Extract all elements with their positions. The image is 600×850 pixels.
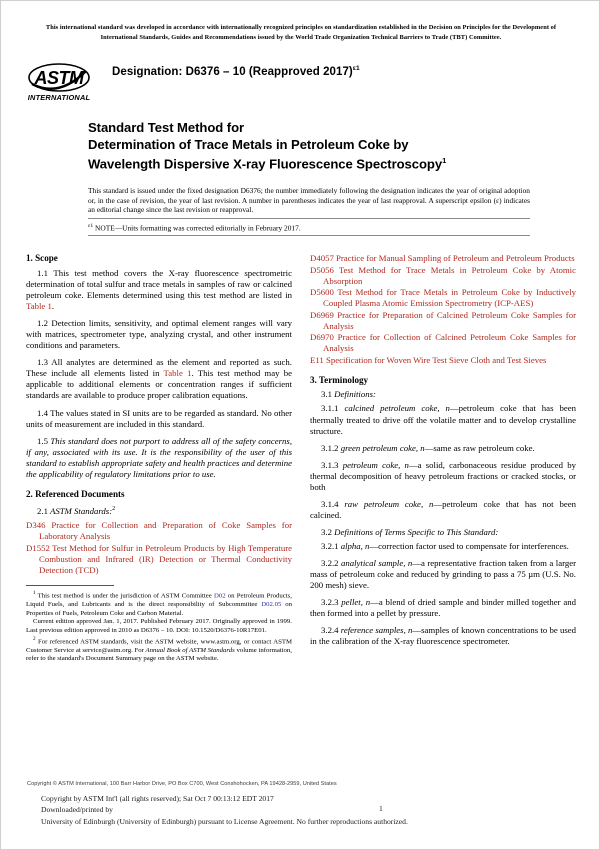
definition-entry <box>310 499 576 521</box>
left-column <box>26 253 292 663</box>
definition-number: 3.1.1 <box>321 403 345 414</box>
definitions-number: 3.1 <box>321 389 332 400</box>
inline-link[interactable]: D02 <box>213 592 226 600</box>
footnote-marker: 2 <box>33 635 36 642</box>
paragraph-number: 1.2 <box>37 318 52 329</box>
scope-paragraph <box>26 408 292 430</box>
definitions-list <box>310 403 576 520</box>
referenced-standard-id[interactable]: D5600 <box>310 287 334 298</box>
tbt-notice: This international standard was developed in accordance with internationally recognized principles on standardization established in the Decision on Principles for the Development of International Standards, Guides and Recommendations issued by the World Trade Organization Technical Barriers to Trade (TBT) Committee. <box>45 24 557 41</box>
download-stamp <box>41 793 575 827</box>
definition-entry <box>310 460 576 493</box>
right-column <box>310 253 576 653</box>
inline-text: . <box>51 301 55 312</box>
definition-entry <box>310 625 576 647</box>
paragraph-number: 1.3 <box>37 357 52 368</box>
inline-text: volume information, refer to the standard's Document Summary page on the ASTM website. <box>26 646 292 663</box>
definition-term: analytical sample, n <box>340 557 413 568</box>
svg-text:INTERNATIONAL: INTERNATIONAL <box>27 93 91 102</box>
inline-text: For referenced ASTM standards, visit the ASTM website, www.astm.org, or contact ASTM Customer Service at service@astm.org. For <box>26 638 293 654</box>
referenced-standard-id[interactable]: D6969 <box>310 309 334 320</box>
referenced-standard-id[interactable]: D4057 <box>310 253 334 264</box>
definition-term: raw petroleum coke, n <box>344 498 434 509</box>
title-superscript: 1 <box>442 156 447 166</box>
footnote-marker: 1 <box>33 590 36 597</box>
definition-number: 3.1.3 <box>321 459 343 470</box>
section-heading-terminology: 3. Terminology <box>310 374 369 385</box>
body-columns <box>26 253 576 663</box>
referenced-standard-item[interactable] <box>310 355 576 366</box>
definition-term: calcined petroleum coke, n <box>344 403 450 414</box>
inline-link[interactable]: D02.05 <box>261 601 282 609</box>
definition-entry <box>310 541 576 552</box>
epsilon-note-marker: ε1 <box>88 223 94 230</box>
referenced-standard-item[interactable] <box>310 310 576 332</box>
designation-text <box>112 65 360 78</box>
inline-text: This test method is under the jurisdiction of ASTM Committee <box>37 592 214 600</box>
definition-entry <box>310 558 576 591</box>
scope-paragraphs <box>26 268 292 480</box>
definition-body: —petroleum coke that has not been calcined. <box>310 498 577 520</box>
section-heading-scope: 1. Scope <box>26 253 58 264</box>
scope-paragraph <box>26 436 292 480</box>
stamp-line-3: University of Edinburgh (University of Edinburgh) pursuant to License Agreement. No further reproductions authorized. <box>41 816 408 826</box>
referenced-standard-item[interactable] <box>26 543 292 576</box>
scope-paragraph <box>26 268 292 312</box>
title-block <box>88 120 576 173</box>
copyright-line: Copyright © ASTM International, 100 Barr Harbor Drive, PO Box C700, West Conshohocken, PA 19428-2959, United States <box>27 781 337 787</box>
definition-entry <box>310 597 576 619</box>
issue-note: This standard is issued under the fixed designation D6376; the number immediately following the designation indicates the year of original adoption or, in the case of revision, the year of last revision. A number in parentheses indicates the year of last reapproval. A superscript epsilon (ε) indicates an editorial change since the last revision or reapproval. <box>88 186 530 215</box>
designation-value: D6376 – 10 (Reapproved 2017) <box>185 65 353 78</box>
definition-body: —a blend of dried sample and binder milled together and then formed into a pellet by pressure. <box>310 597 576 619</box>
referenced-standard-title[interactable]: Test Method for Trace Metals in Petroleum Coke by Inductively Coupled Plasma Atomic Emission Spectrometry (ICP-AES) <box>323 287 576 309</box>
definition-number: 3.2.2 <box>321 557 341 568</box>
paragraph-number: 1.1 <box>37 267 54 278</box>
definition-term: alpha, n <box>340 540 370 551</box>
inline-link[interactable]: Table 1 <box>26 301 52 312</box>
definition-body: —a solid, carbonaceous residue produced by thermal decomposition of heavy petroleum fractions or cracked stocks, or both <box>310 459 577 492</box>
definition-term: reference samples, n <box>340 625 413 636</box>
inline-text: on Properties of Fuels, Petroleum Coke and Carbon Material. <box>26 601 292 617</box>
designation-row <box>26 60 576 106</box>
definition-number: 3.1.2 <box>321 442 341 453</box>
referenced-standard-title[interactable]: Test Method for Sulfur in Petroleum Products by High Temperature Combustion and Infrared (IR) Detection or Thermal Conductivity Detection (TCD) <box>39 542 292 575</box>
definition-entry <box>310 403 576 436</box>
section-heading-referenced-documents: 2. Referenced Documents <box>26 488 125 499</box>
astm-standards-number: 2.1 <box>37 506 48 517</box>
inline-text: on Petroleum Products, Liquid Fuels, and Lubricants and is the direct responsibility of Subcommittee <box>26 592 292 609</box>
referenced-standard-title[interactable]: Specification for Woven Wire Test Sieve Cloth and Test Sieves <box>323 354 547 365</box>
definitions-label: Definitions: <box>334 389 376 400</box>
epsilon-note-text: NOTE—Units formatting was corrected editorially in February 2017. <box>95 223 301 233</box>
referenced-standard-id[interactable]: E11 <box>310 354 324 365</box>
inline-text: All analytes are determined as the element and reported as such. These include all elements listed in <box>26 357 292 379</box>
scope-paragraph <box>26 318 292 351</box>
specific-definitions-label: Definitions of Terms Specific to This Standard: <box>334 526 499 537</box>
svg-text:ASTM: ASTM <box>34 68 84 88</box>
astm-logo-icon <box>26 62 92 104</box>
astm-standards-label: ASTM Standards: <box>49 506 113 517</box>
designation-superscript: ε1 <box>352 65 360 72</box>
inline-text: The values stated in SI units are to be regarded as standard. No other units of measurement are included in this standard. <box>26 407 292 429</box>
title-line-2: Determination of Trace Metals in Petroleum Coke by <box>88 136 409 152</box>
referenced-standards-list-right <box>310 253 576 365</box>
definition-body: —petroleum coke that has been thermally treated to drive off the volatile matter and to develop crystalline structure. <box>310 403 576 436</box>
referenced-standard-title[interactable]: Practice for Collection of Calcined Petroleum Coke Samples for Analysis <box>323 332 576 354</box>
astm-standards-footnote-marker: 2 <box>112 505 116 513</box>
inline-text: . This test method may be applicable to additional elements or concentration ranges if sufficient standards are available to produce proper calibration equations. <box>26 368 292 401</box>
referenced-standard-title[interactable]: Practice for Collection and Preparation of Coke Samples for Laboratory Analysis <box>39 520 292 542</box>
epsilon-note <box>88 219 530 234</box>
specific-definitions-list <box>310 541 576 647</box>
epsilon-note-rule <box>88 235 530 236</box>
referenced-standard-title[interactable]: Practice for Manual Sampling of Petroleum and Petroleum Products <box>333 253 575 264</box>
page-footer <box>27 780 575 827</box>
definition-number: 3.2.4 <box>321 625 341 636</box>
title-line-1: Standard Test Method for <box>88 120 245 135</box>
inline-italic: This standard does not purport to address all of the safety concerns, if any, associated with its use. It is the responsibility of the user of this standard to establish appropriate safety and health practices and determine the applicability of regulatory limitations prior to use. <box>26 435 293 479</box>
paragraph-number: 1.4 <box>37 407 51 418</box>
page-title <box>88 120 576 173</box>
referenced-standard-id[interactable]: D6970 <box>310 332 334 343</box>
definition-body: —correction factor used to compensate for interferences. <box>369 540 569 551</box>
definition-number: 3.1.4 <box>321 498 345 509</box>
referenced-standard-id[interactable]: D5056 <box>310 264 334 275</box>
referenced-standard-item[interactable] <box>310 287 576 309</box>
title-line-3 <box>88 153 576 173</box>
referenced-standards-list-left <box>26 520 292 576</box>
definition-term: petroleum coke, n <box>342 459 409 470</box>
page-content <box>26 23 576 664</box>
referenced-standard-item[interactable] <box>26 520 292 542</box>
inline-italic: Annual Book of ASTM Standards <box>145 646 235 654</box>
footnote <box>26 635 292 664</box>
inline-text: Detection limits, sensitivity, and optimal element ranges will vary with matrices, spectrometer type, analyzing crystal, and other instrument conditions and parameters. <box>26 318 292 351</box>
definition-body: —same as raw petroleum coke. <box>424 442 535 453</box>
definition-entry <box>310 443 576 454</box>
referenced-standard-item[interactable] <box>310 332 576 354</box>
definition-number: 3.2.3 <box>321 597 342 608</box>
astm-standards-subheading <box>26 503 292 517</box>
definition-body: —a representative fraction taken from a larger mass of petroleum coke and reduced by grinding to pass a 75 µm (U.S. No. 200 mesh) sieve. <box>310 557 577 591</box>
stamp-line-2: Downloaded/printed by <box>41 805 113 815</box>
title-line-3-text: Wavelength Dispersive X-ray Fluorescence Spectroscopy <box>88 156 443 172</box>
specific-definitions-number: 3.2 <box>321 526 332 537</box>
footnote-rule <box>26 585 114 586</box>
referenced-standard-item[interactable] <box>310 253 576 264</box>
definition-term: pellet, n <box>341 597 371 608</box>
scope-paragraph <box>26 357 292 401</box>
paragraph-number: 1.5 <box>37 435 51 446</box>
footnote <box>26 589 292 618</box>
page-number: 1 <box>379 804 383 813</box>
referenced-standard-id[interactable]: D346 <box>26 520 46 531</box>
stamp-line-1: Copyright by ASTM Int'l (all rights reserved); Sat Oct 7 00:13:12 EDT 2017 <box>41 794 274 803</box>
definition-term: green petroleum coke, n <box>340 442 425 453</box>
referenced-standard-item[interactable] <box>310 265 576 287</box>
designation-label: Designation: <box>112 65 183 78</box>
footnote <box>26 618 292 635</box>
inline-text: This test method covers the X-ray fluorescence spectrometric determination of total sulfur and trace metals in samples of raw or calcined petroleum coke. Elements determined using this test method are listed in <box>26 267 292 301</box>
referenced-standard-title[interactable]: Practice for Preparation of Calcined Petroleum Coke Samples for Analysis <box>323 309 576 331</box>
definitions-subheading <box>310 389 576 400</box>
definition-body: —samples of known concentrations to be used in the calibration of the X-ray fluorescence spectrometer. <box>310 625 576 647</box>
inline-link[interactable]: Table 1 <box>163 368 192 379</box>
specific-definitions-subheading <box>310 527 576 538</box>
referenced-standard-title[interactable]: Test Method for Trace Metals in Petroleum Coke by Atomic Absorption <box>323 264 576 286</box>
definition-number: 3.2.1 <box>321 540 341 551</box>
referenced-standard-id[interactable]: D1552 <box>26 542 50 553</box>
inline-text: Current edition approved Jan. 1, 2017. Published February 2017. Originally approved in 1999. Last previous edition approved in 2010 as D6376 – 10. DOI: 10.1520/D6376-10R17E01. <box>26 618 292 634</box>
footnotes-block <box>26 589 292 663</box>
